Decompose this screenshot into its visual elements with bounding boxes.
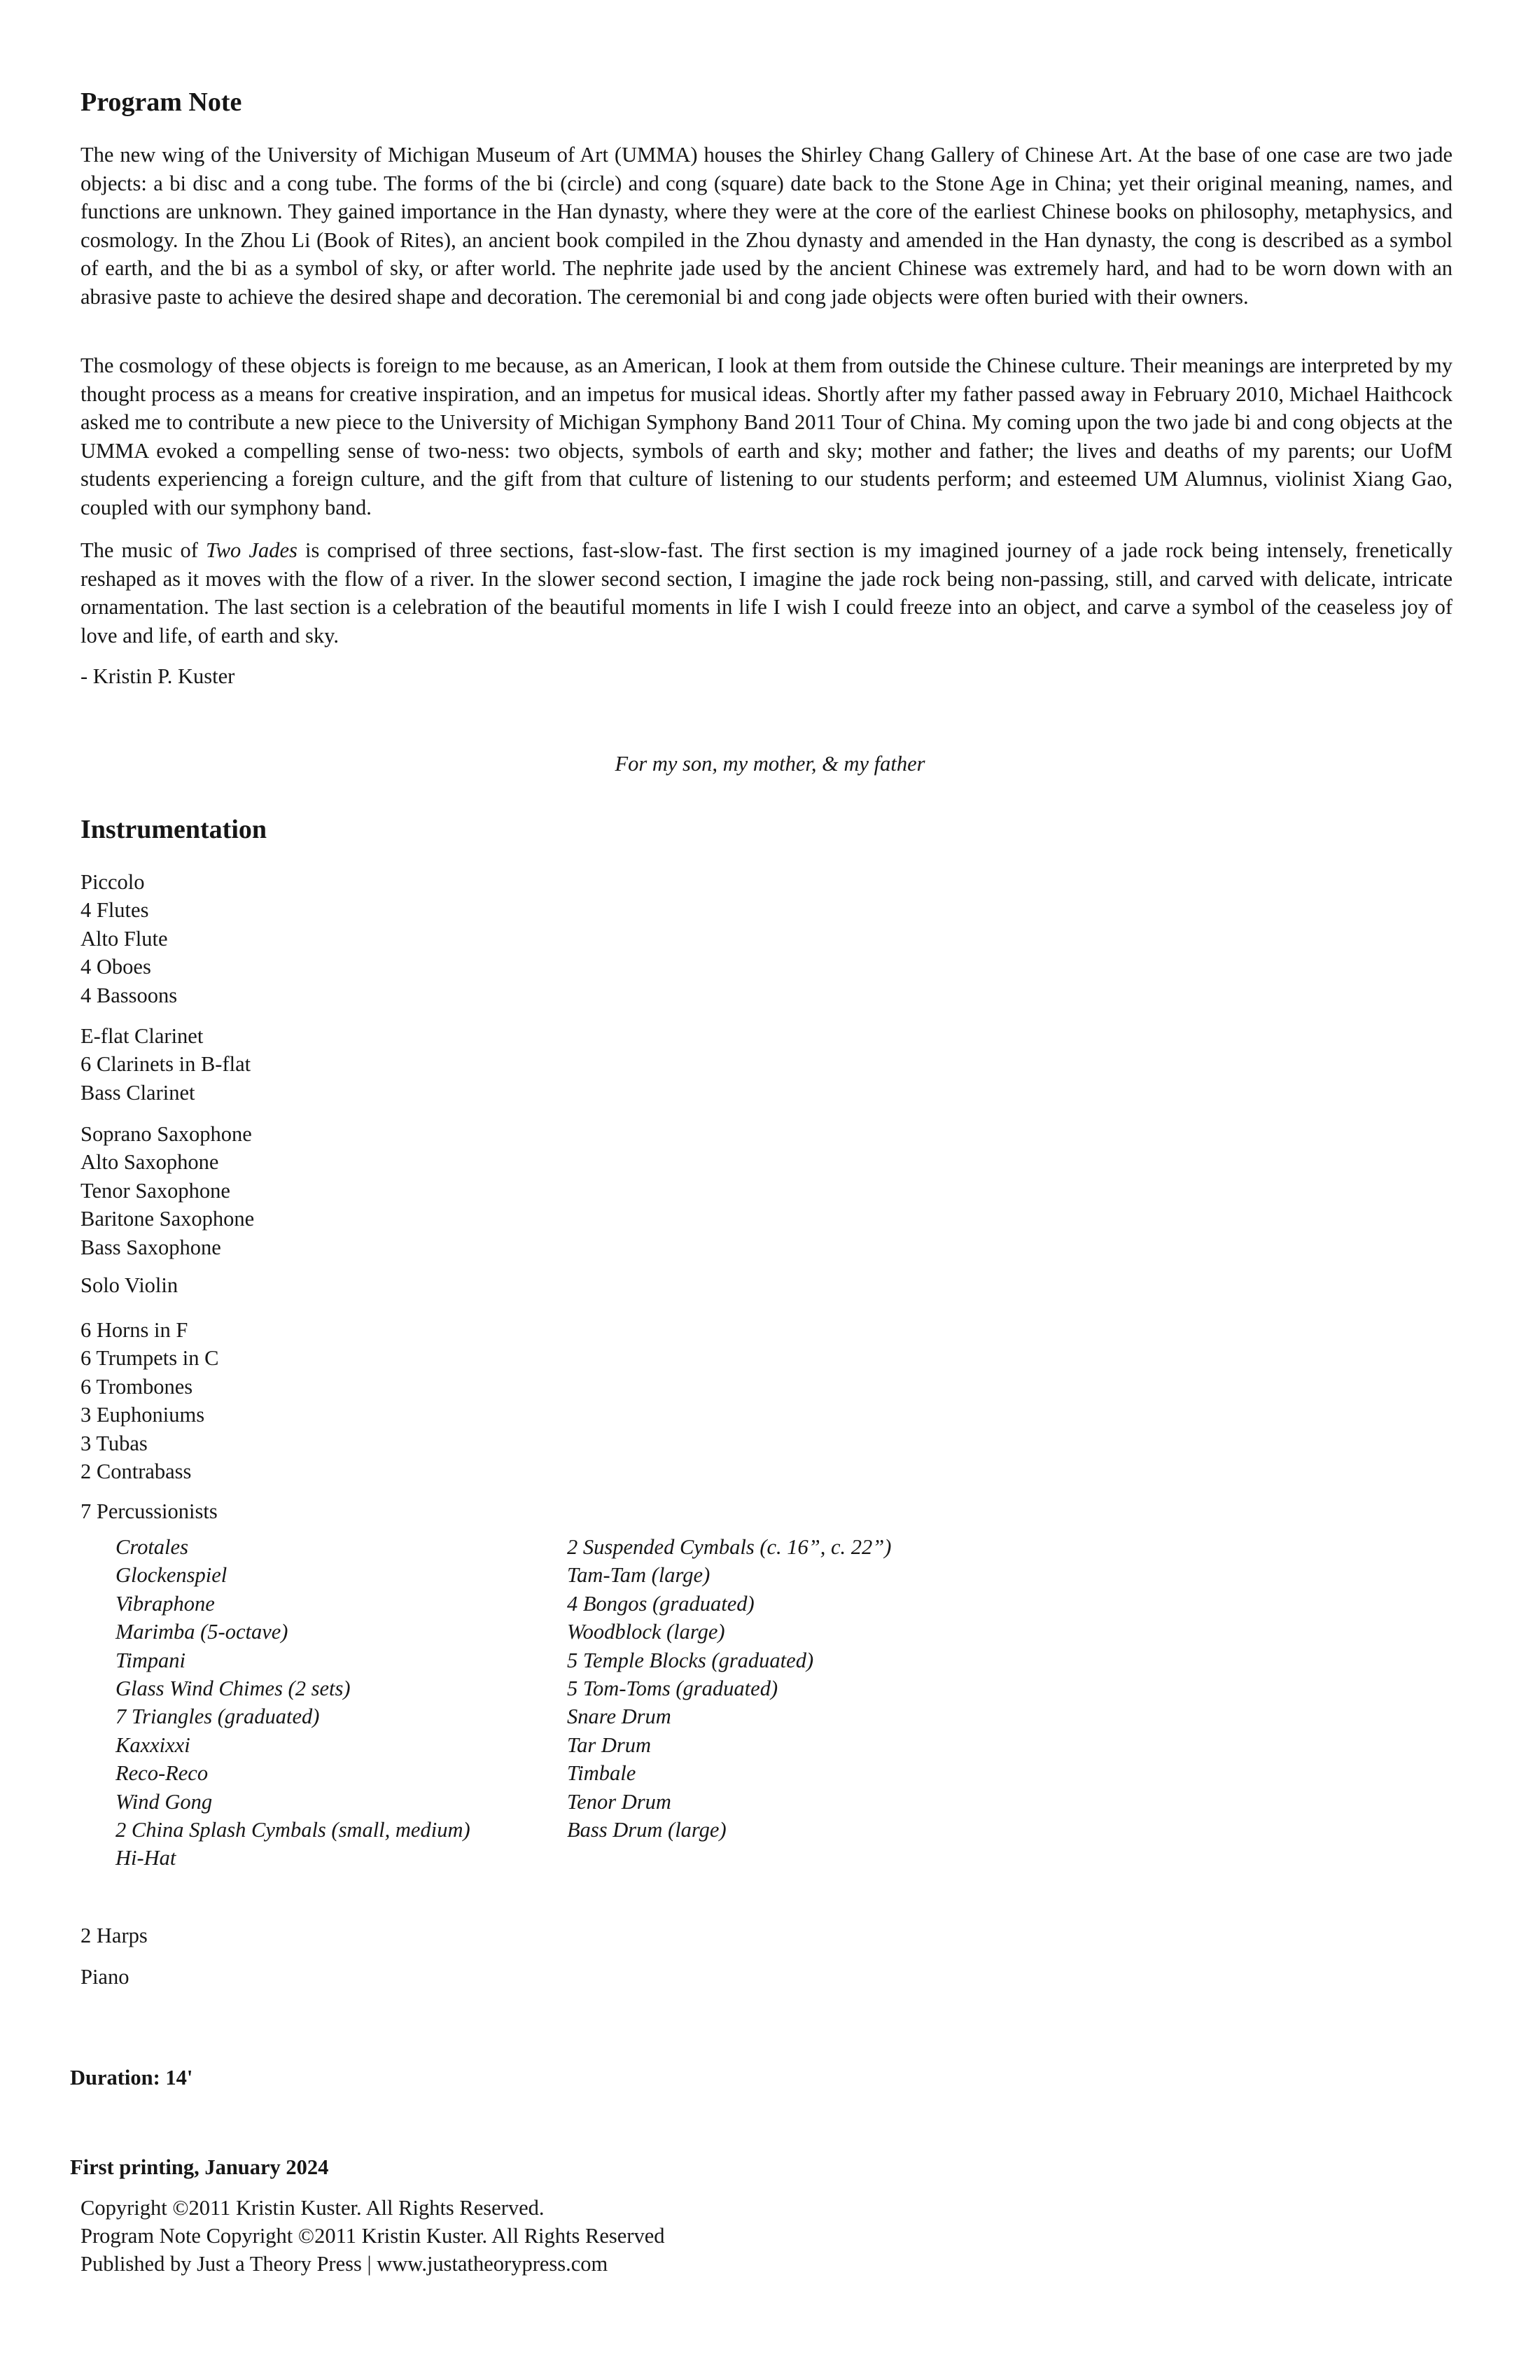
percussion-item: Timbale xyxy=(567,1761,636,1786)
percussion-list-right xyxy=(567,1533,891,1844)
percussion-item: Vibraphone xyxy=(115,1591,215,1616)
program-note-paragraph-2: The cosmology of these objects is foreign to me because, as an American, I look at them from outside the Chinese culture. Their meanings are interpreted by my thought process as a means for creative inspiration, and an impetus for musical ideas. Shortly after my father passed away in February 2010, Michael Haithcock asked me to contribute a new piece to the University of Michigan Symphony Band 2011 Tour of China. My coming upon the two jade bi and cong objects at the UMMA evoked a compelling sense of two-ness: two objects, symbols of earth and sky; mother and father; the lives and deaths of my parents; our UofM students experiencing a foreign culture, and the gift from that culture of listening to our students perform; and esteemed UM Alumnus, violinist Xiang Gao, coupled with our symphony band. xyxy=(80,354,1452,519)
instrumentation-heading: Instrumentation xyxy=(80,815,267,844)
program-note-paragraph-3 xyxy=(80,536,1452,650)
brass-list xyxy=(80,1316,218,1485)
instrument-item: Piccolo xyxy=(80,870,145,894)
percussion-item: Wind Gong xyxy=(115,1789,213,1814)
percussion-item: 2 Suspended Cymbals (c. 16”, c. 22”) xyxy=(567,1535,892,1559)
instrument-item: 4 Flutes xyxy=(80,898,149,923)
percussion-item: Hi-Hat xyxy=(115,1846,176,1870)
percussion-item: Reco-Reco xyxy=(115,1761,209,1786)
instrument-item: 2 Contrabass xyxy=(80,1460,192,1484)
clarinets-list xyxy=(80,1022,251,1107)
instrument-item: 6 Trombones xyxy=(80,1374,193,1399)
instrument-item: Tenor Saxophone xyxy=(80,1178,230,1203)
percussion-item: Snare Drum xyxy=(567,1704,671,1729)
harps: 2 Harps xyxy=(80,1924,148,1947)
composer-signature: - Kristin P. Kuster xyxy=(80,664,235,688)
instrument-item: Bass Clarinet xyxy=(80,1080,195,1105)
printing-info: First printing, January 2024 xyxy=(70,2155,329,2179)
work-title: Two Jades xyxy=(206,538,298,562)
duration: Duration: 14' xyxy=(70,2066,193,2090)
percussion-item: 5 Tom-Toms (graduated) xyxy=(567,1676,778,1701)
program-note-paragraph-1: The new wing of the University of Michigan Museum of Art (UMMA) houses the Shirley Chang Gallery of Chinese Art. At the base of one case are two jade objects: a bi disc and a cong tube. The forms of the bi (circle) and cong (square) date back to the Stone Age in China; yet their original meaning, names, and functions are unknown. They gained importance in the Han dynasty, where they were at the core of the earliest Chinese books on philosophy, metaphysics, and cosmology. In the Zhou Li (Book of Rites), an ancient book compiled in the Zhou dynasty and amended in the Han dynasty, the cong is described as a symbol of earth, and the bi as a symbol of sky, or after world. The nephrite jade used by the ancient Chinese was extremely hard, and had to be worn down with an abrasive paste to achieve the desired shape and decoration. The ceremonial bi and cong jade objects were often buried with their owners. xyxy=(80,143,1452,309)
copyright-line: Copyright ©2011 Kristin Kuster. All Rights Reserved. xyxy=(80,2196,545,2220)
percussion-item: Marimba (5-octave) xyxy=(115,1620,288,1644)
piano: Piano xyxy=(80,1965,130,1989)
instrument-item: 6 Trumpets in C xyxy=(80,1346,219,1371)
percussion-item: 7 Triangles (graduated) xyxy=(115,1704,320,1729)
percussion-item: Glass Wind Chimes (2 sets) xyxy=(115,1676,351,1701)
dedication: For my son, my mother, & my father xyxy=(615,752,925,776)
instrument-item: Alto Saxophone xyxy=(80,1150,219,1175)
percussion-label: 7 Percussionists xyxy=(80,1499,218,1523)
instrument-item: Soprano Saxophone xyxy=(80,1122,252,1146)
percussion-item: Tenor Drum xyxy=(567,1789,671,1814)
instrument-item: 4 Bassoons xyxy=(80,983,178,1007)
instrument-item: E-flat Clarinet xyxy=(80,1024,204,1048)
paragraph-3-lead: The music of xyxy=(80,538,206,562)
instrument-item: Bass Saxophone xyxy=(80,1235,221,1259)
copyright-line: Program Note Copyright ©2011 Kristin Kuster. All Rights Reserved xyxy=(80,2224,665,2248)
percussion-item: Tar Drum xyxy=(567,1732,652,1757)
percussion-item: Bass Drum (large) xyxy=(567,1818,727,1842)
instrument-item: Alto Flute xyxy=(80,926,168,951)
solo-violin: Solo Violin xyxy=(80,1273,178,1297)
percussion-item: 5 Temple Blocks (graduated) xyxy=(567,1648,814,1672)
percussion-item: Timpani xyxy=(115,1648,186,1672)
publisher-line: Published by Just a Theory Press | www.justatheorypress.com xyxy=(80,2252,608,2276)
instrument-item: 3 Euphoniums xyxy=(80,1403,205,1427)
copyright-block xyxy=(80,2194,664,2278)
percussion-item: Woodblock (large) xyxy=(567,1620,725,1644)
instrument-item: 6 Clarinets in B-flat xyxy=(80,1052,251,1077)
percussion-item: 2 China Splash Cymbals (small, medium) xyxy=(115,1818,470,1842)
instrument-item: Baritone Saxophone xyxy=(80,1207,255,1231)
paragraph-3-body: is comprised of three sections, fast-slow-fast. The first section is my imagined journey of a jade rock being intensely, frenetically reshaped as it moves with the flow of a river. In the slower second section, I imagine the jade rock being non-passing, still, and carved with delicate, intricate ornamentation. The last section is a celebration of the beautiful moments in life I wish I could freeze into an object, and carve a symbol of the ceaseless joy of love and life, of earth and sky. xyxy=(80,538,1452,648)
saxophones-list xyxy=(80,1120,254,1261)
percussion-item: Glockenspiel xyxy=(115,1563,227,1588)
instrument-item: 6 Horns in F xyxy=(80,1318,188,1342)
program-note-heading: Program Note xyxy=(80,88,242,117)
percussion-list-left xyxy=(115,1533,470,1872)
woodwinds-list xyxy=(80,868,177,1009)
percussion-item: 4 Bongos (graduated) xyxy=(567,1591,755,1616)
instrument-item: 3 Tubas xyxy=(80,1431,148,1455)
percussion-item: Kaxxixxi xyxy=(115,1732,190,1757)
percussion-item: Tam-Tam (large) xyxy=(567,1563,710,1588)
percussion-item: Crotales xyxy=(115,1535,188,1559)
instrument-item: 4 Oboes xyxy=(80,955,151,979)
